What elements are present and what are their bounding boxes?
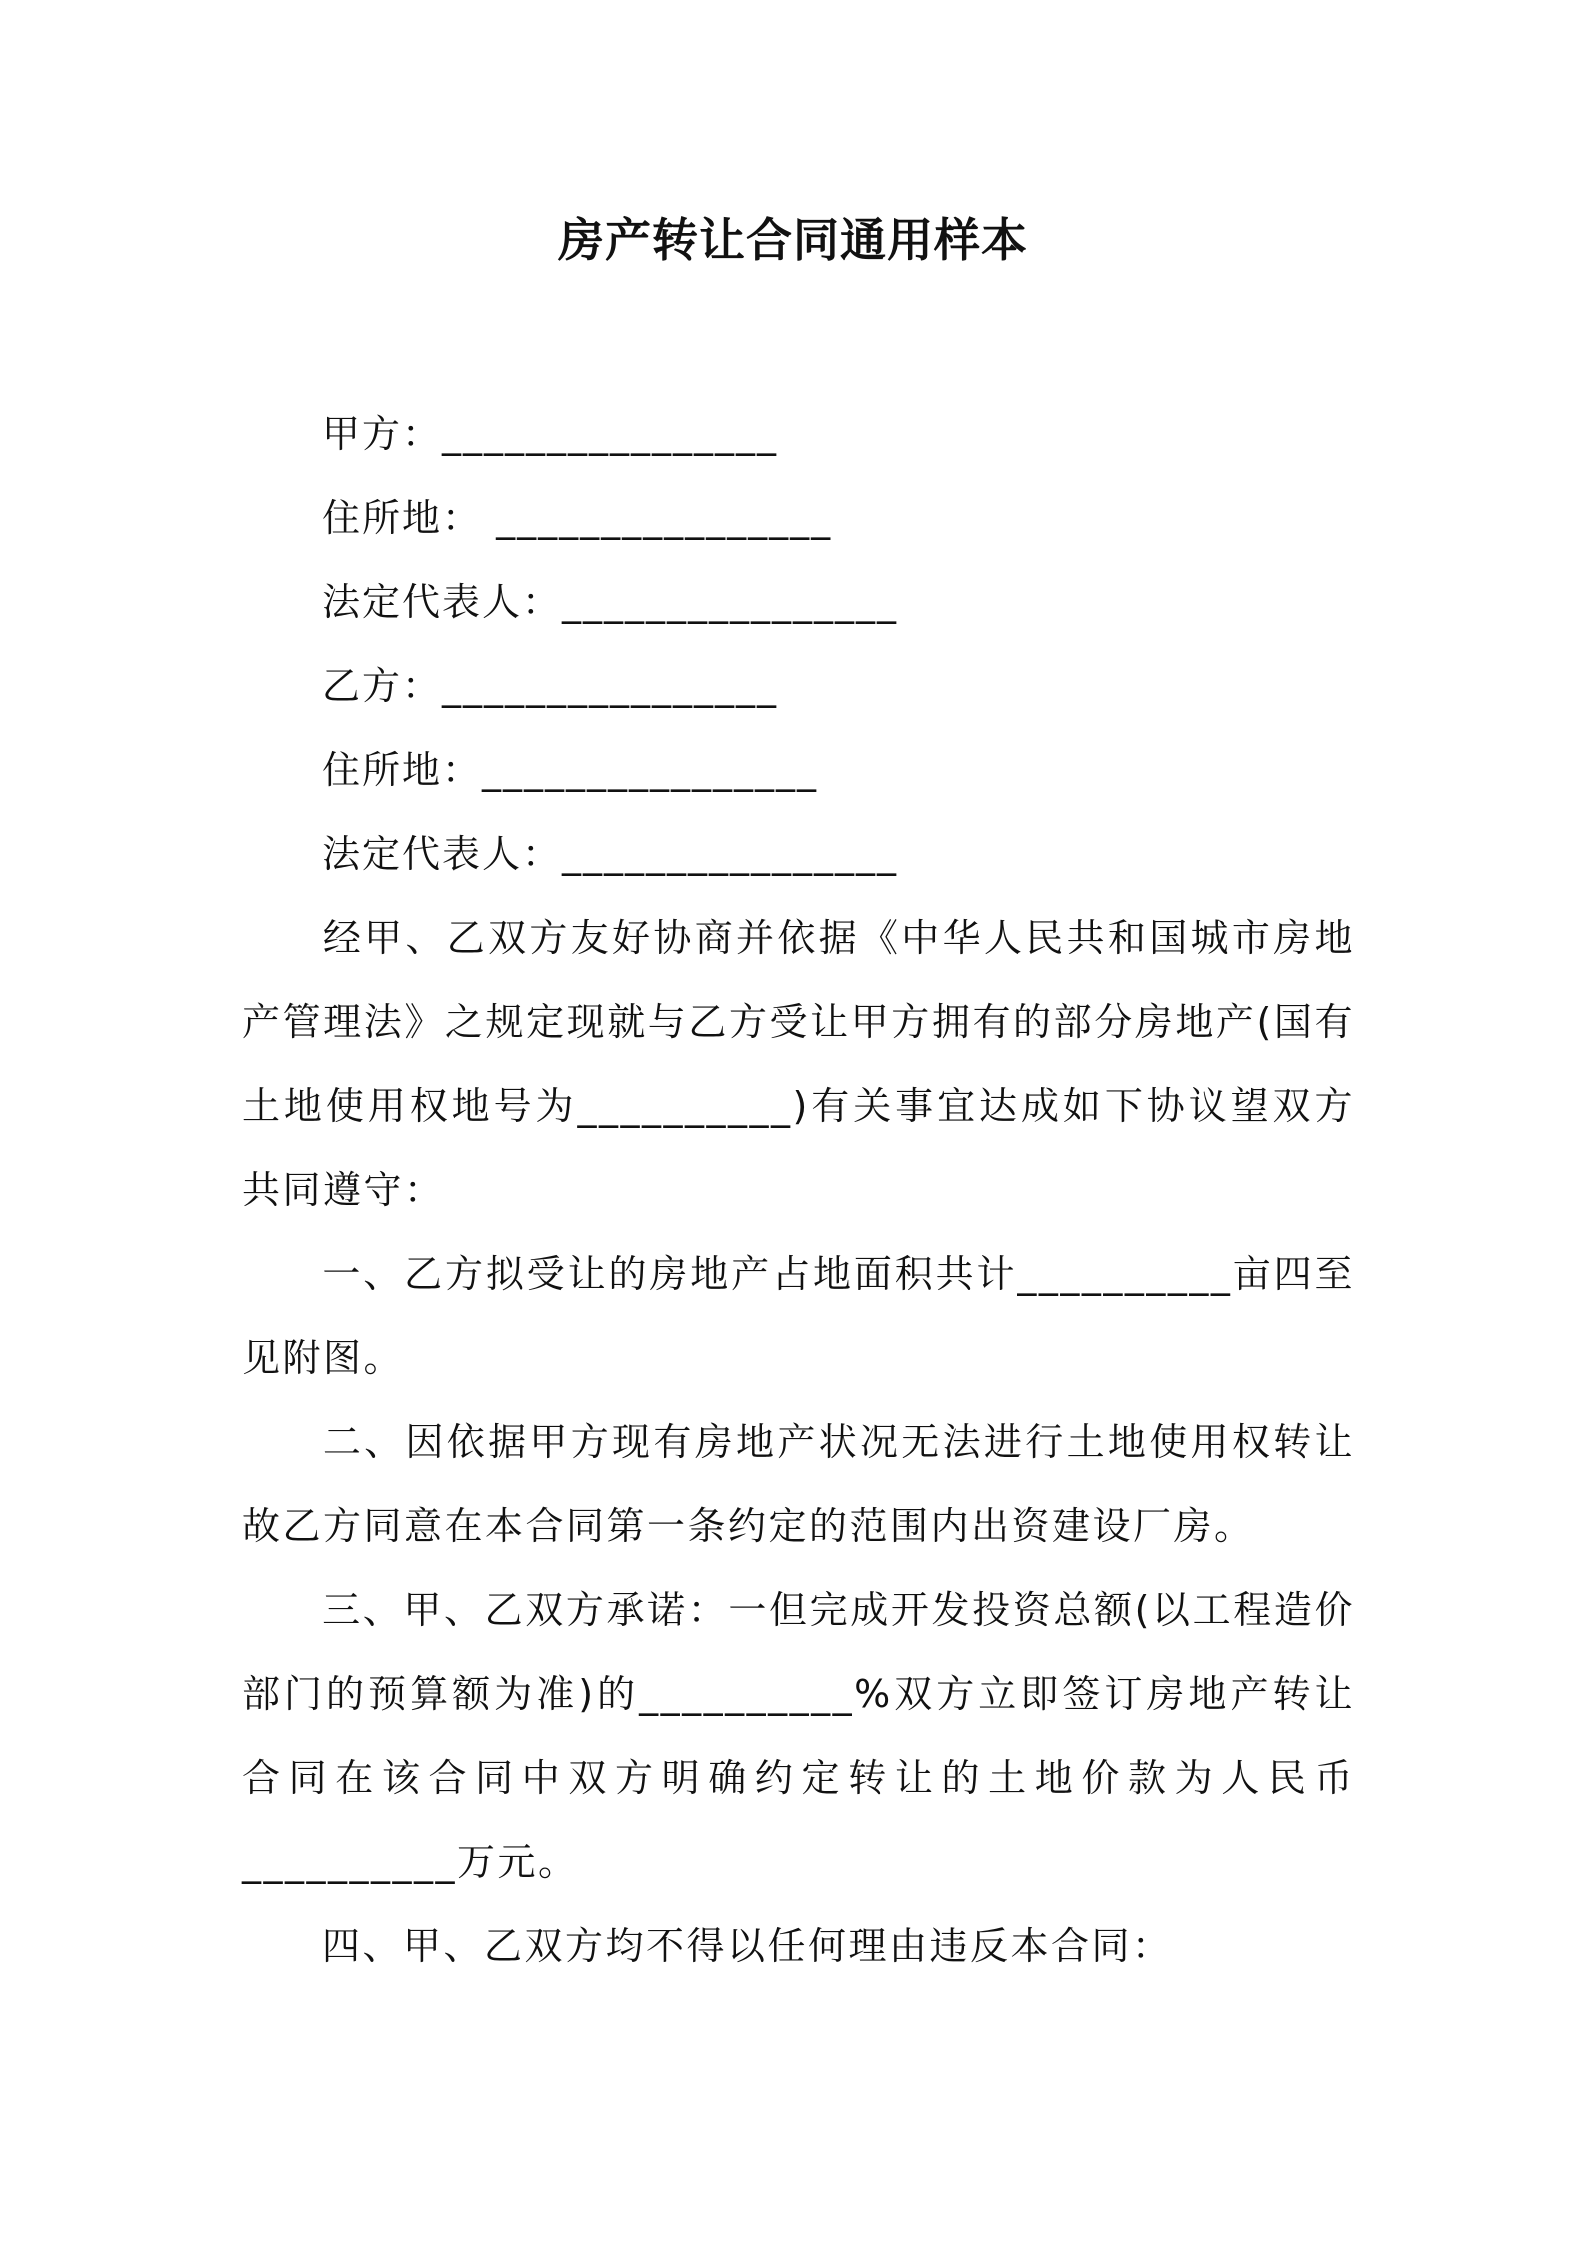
party-b-name-line: 乙方：________________: [322, 664, 779, 708]
paragraph-clause-4: [242, 1904, 1355, 1988]
party-a-name-line: 甲方：________________: [322, 412, 779, 456]
paragraph-clause-1: [242, 1232, 1355, 1400]
paragraph-clause-3: [242, 1568, 1355, 1904]
document-title: 房产转让合同通用样本: [558, 213, 1028, 267]
party-a-address-line: 住所地： ________________: [322, 496, 833, 540]
paragraph-clause-2: [242, 1400, 1355, 1568]
party-b-address-line: 住所地：________________: [322, 748, 819, 792]
paragraph-clause-1-text: 一、乙方拟受让的房地产占地面积共计__________亩四至见附图。: [242, 1252, 1355, 1380]
paragraph-preamble-text: 经甲、乙双方友好协商并依据《中华人民共和国城市房地产管理法》之规定现就与乙方受让甲方拥有的部分房地产(国有土地使用权地号为__________)有关事宜达成如下协议望双方共同遵守：: [242, 916, 1355, 1212]
paragraph-preamble: [242, 896, 1355, 1232]
paragraph-clause-2-text: 二、因依据甲方现有房地产状况无法进行土地使用权转让故乙方同意在本合同第一条约定的范围内出资建设厂房。: [242, 1420, 1355, 1548]
paragraph-clause-3-text: 三、甲、乙双方承诺：一但完成开发投资总额(以工程造价部门的预算额为准)的__________%双方立即签订房地产转让合同在该合同中双方明确约定转让的土地价款为人民币__________万元。: [242, 1588, 1355, 1884]
party-a-legal-rep-line: 法定代表人：________________: [322, 580, 899, 624]
paragraph-clause-4-text: 四、甲、乙双方均不得以任何理由违反本合同：: [322, 1924, 1173, 1968]
party-b-legal-rep-line: 法定代表人：________________: [322, 832, 899, 876]
